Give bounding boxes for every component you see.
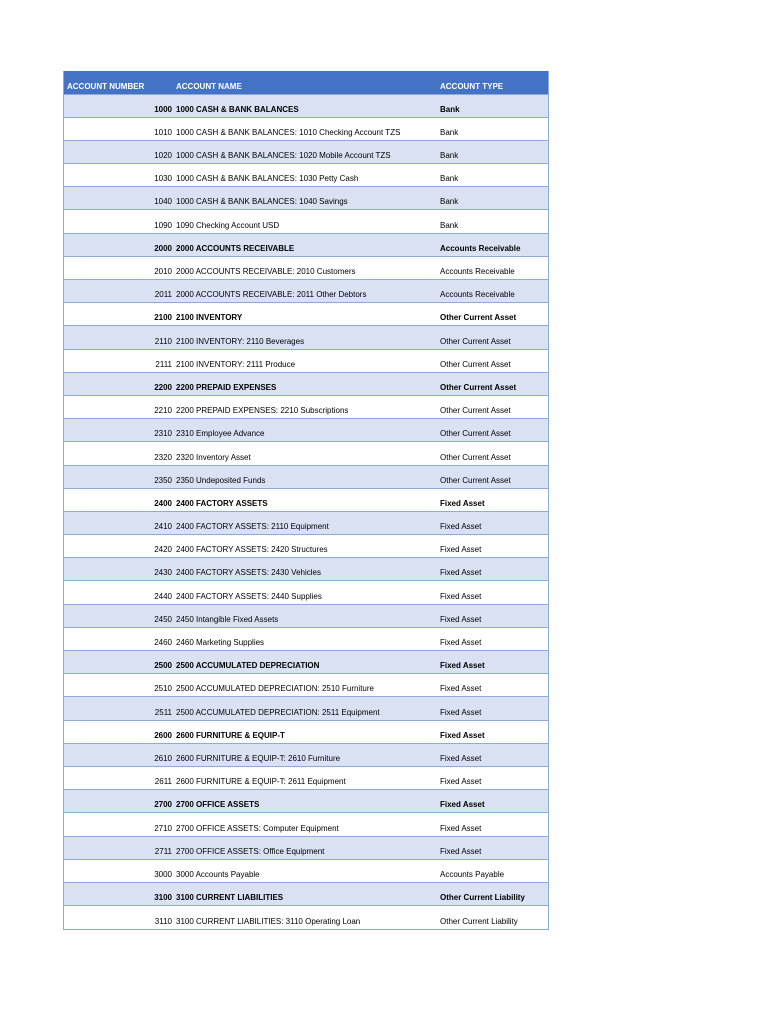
account-name-cell: 1000 CASH & BANK BALANCES: 1030 Petty Cash [176,174,359,184]
table-row [64,743,548,766]
account-number-cell: 1040 [154,197,172,207]
account-name-cell: 2000 ACCOUNTS RECEIVABLE: 2011 Other Debtors [176,290,367,300]
account-type-cell: Fixed Asset [440,777,482,787]
account-type-cell: Other Current Asset [440,475,511,485]
account-number-cell: 2511 [154,707,172,717]
table-row [64,697,548,720]
account-number-cell: 3100 [154,893,172,903]
account-number-cell: 2010 [154,267,172,276]
account-type-cell: Bank [440,174,459,184]
account-number-cell: 2611 [154,777,172,787]
account-number-cell: 2710 [154,823,172,833]
account-number-cell: 2000 [154,243,172,253]
account-name-cell: 3000 Accounts Payable [176,869,260,879]
account-type-cell: Other Current Asset [440,406,511,416]
account-number-cell: 2400 [154,498,172,508]
account-name-cell: 2450 Intangible Fixed Assets [176,614,279,624]
table-row [64,94,548,117]
header-account-name: ACCOUNT NAME [176,81,242,91]
table-header [64,71,548,94]
account-type-cell: Fixed Asset [440,846,482,856]
account-name-cell: 2400 FACTORY ASSETS: 2430 Vehicles [176,568,321,578]
header-account-type: ACCOUNT TYPE [440,81,504,91]
table-row [64,164,548,187]
account-name-cell: 1090 Checking Account USD [176,220,280,230]
table-row [64,720,548,743]
account-name-cell: 2500 ACCUMULATED DEPRECIATION: 2510 Furniture [176,684,374,694]
account-name-cell: 3100 CURRENT LIABILITIES [176,893,284,903]
account-number-cell: 2350 [154,475,172,485]
account-number-cell: 1000 [154,104,172,114]
table-row [64,326,548,349]
account-type-cell: Fixed Asset [440,498,485,508]
table-row [64,419,548,442]
account-number-cell: 2200 [154,382,172,392]
table-row [64,349,548,372]
table-row [64,442,548,465]
account-number-cell: 2430 [154,568,172,578]
accounts-table [64,71,548,929]
table-row [64,813,548,836]
account-number-cell: 1090 [154,220,172,230]
table-row [64,117,548,140]
account-type-cell: Fixed Asset [440,823,482,833]
account-type-cell: Fixed Asset [440,568,482,578]
header-account-number: ACCOUNT NUMBER [67,81,145,91]
table-row [64,627,548,650]
table-row [64,859,548,882]
table-row [64,280,548,303]
account-name-cell: 1000 CASH & BANK BALANCES [176,104,299,114]
table-row [64,303,548,326]
account-name-cell: 2700 OFFICE ASSETS: Computer Equipment [176,823,339,833]
account-type-cell: Accounts Receivable [440,290,515,300]
account-name-cell: 2100 INVENTORY [176,313,243,323]
account-name-cell: 2000 ACCOUNTS RECEIVABLE [176,243,295,253]
account-name-cell: 2600 FURNITURE & EQUIP-T: 2610 Furniture [176,753,341,763]
table-row [64,674,548,697]
account-type-cell: Fixed Asset [440,522,482,532]
account-number-cell: 2610 [154,753,172,763]
account-number-cell: 2711 [154,846,172,856]
account-number-cell: 2600 [154,730,172,740]
account-type-cell: Other Current Asset [440,359,511,369]
account-number-cell: 2450 [154,614,172,624]
table-row [64,511,548,534]
account-type-cell: Fixed Asset [440,591,482,601]
account-type-cell: Other Current Asset [440,382,517,392]
table-row [64,465,548,488]
table-body [64,94,548,929]
account-type-cell: Other Current Asset [440,313,517,323]
account-type-cell: Other Current Asset [440,452,511,462]
account-number-cell: 2510 [154,684,172,694]
account-name-cell: 2460 Marketing Supplies [176,638,265,647]
account-name-cell: 1000 CASH & BANK BALANCES: 1020 Mobile Account TZS [176,151,391,161]
account-type-cell: Fixed Asset [440,730,485,740]
table-row [64,210,548,233]
account-name-cell: 1000 CASH & BANK BALANCES: 1040 Savings [176,197,348,207]
account-name-cell: 2500 ACCUMULATED DEPRECIATION: 2511 Equipment [176,707,380,717]
account-name-cell: 2400 FACTORY ASSETS [176,498,268,508]
account-number-cell: 1030 [154,174,172,184]
account-number-cell: 2110 [154,336,172,346]
account-type-cell: Fixed Asset [440,545,482,555]
account-name-cell: 2400 FACTORY ASSETS: 2440 Supplies [176,591,322,601]
account-name-cell: 2100 INVENTORY: 2111 Produce [176,359,296,369]
account-type-cell: Accounts Receivable [440,267,515,276]
table-row [64,836,548,859]
account-number-cell: 3110 [154,916,172,926]
account-name-cell: 2700 OFFICE ASSETS: Office Equipment [176,846,325,856]
table-row [64,766,548,789]
account-number-cell: 1020 [154,151,172,161]
account-type-cell: Bank [440,104,460,114]
table-row [64,233,548,256]
account-number-cell: 2111 [155,359,172,369]
account-name-cell: 2600 FURNITURE & EQUIP-T: 2611 Equipment [176,777,346,787]
account-type-cell: Fixed Asset [440,684,482,694]
table-row [64,372,548,395]
account-number-cell: 2210 [154,406,172,416]
account-type-cell: Fixed Asset [440,753,482,763]
table-row [64,651,548,674]
header-row [64,71,548,94]
table-row [64,256,548,279]
account-type-cell: Accounts Payable [440,869,505,879]
account-name-cell: 2500 ACCUMULATED DEPRECIATION [176,661,320,671]
table-row [64,140,548,163]
account-number-cell: 2460 [154,638,172,647]
account-name-cell: 2350 Undeposited Funds [176,475,266,485]
chart-of-accounts-table [63,71,549,930]
account-type-cell: Other Current Asset [440,429,511,439]
account-type-cell: Fixed Asset [440,661,485,671]
account-number-cell: 2410 [154,522,172,532]
table-row [64,581,548,604]
table-row [64,535,548,558]
table-row [64,604,548,627]
table-row [64,395,548,418]
account-name-cell: 2320 Inventory Asset [176,452,251,462]
account-type-cell: Bank [440,127,459,137]
account-name-cell: 3100 CURRENT LIABILITIES: 3110 Operating Loan [176,916,361,926]
account-type-cell: Other Current Liability [440,893,525,903]
account-name-cell: 2700 OFFICE ASSETS [176,800,260,810]
account-type-cell: Other Current Liability [440,916,518,926]
account-type-cell: Fixed Asset [440,638,482,647]
table-row [64,187,548,210]
account-name-cell: 2400 FACTORY ASSETS: 2110 Equipment [176,522,329,532]
account-type-cell: Fixed Asset [440,800,485,810]
account-number-cell: 2100 [154,313,172,323]
account-number-cell: 1010 [154,127,172,137]
account-number-cell: 2310 [154,429,172,439]
account-name-cell: 2200 PREPAID EXPENSES [176,382,277,392]
table-row [64,906,548,929]
table-row [64,488,548,511]
account-number-cell: 2700 [154,800,172,810]
account-name-cell: 2600 FURNITURE & EQUIP-T [176,730,285,740]
table-row [64,882,548,905]
account-number-cell: 3000 [154,869,172,879]
account-type-cell: Accounts Receivable [440,243,521,253]
account-name-cell: 1000 CASH & BANK BALANCES: 1010 Checking Account TZS [176,127,401,137]
account-number-cell: 2320 [154,452,172,462]
account-name-cell: 2310 Employee Advance [176,429,265,439]
table-row [64,790,548,813]
table-row [64,558,548,581]
account-type-cell: Other Current Asset [440,336,511,346]
account-type-cell: Bank [440,151,459,161]
account-type-cell: Fixed Asset [440,707,482,717]
account-number-cell: 2500 [154,661,172,671]
account-number-cell: 2011 [154,290,172,300]
account-type-cell: Fixed Asset [440,614,482,624]
account-name-cell: 2200 PREPAID EXPENSES: 2210 Subscriptions [176,406,349,416]
account-number-cell: 2440 [154,591,172,601]
account-type-cell: Bank [440,220,459,230]
account-name-cell: 2000 ACCOUNTS RECEIVABLE: 2010 Customers [176,267,356,276]
account-number-cell: 2420 [154,545,172,555]
account-name-cell: 2400 FACTORY ASSETS: 2420 Structures [176,545,328,555]
account-type-cell: Bank [440,197,459,207]
account-name-cell: 2100 INVENTORY: 2110 Beverages [176,336,305,346]
